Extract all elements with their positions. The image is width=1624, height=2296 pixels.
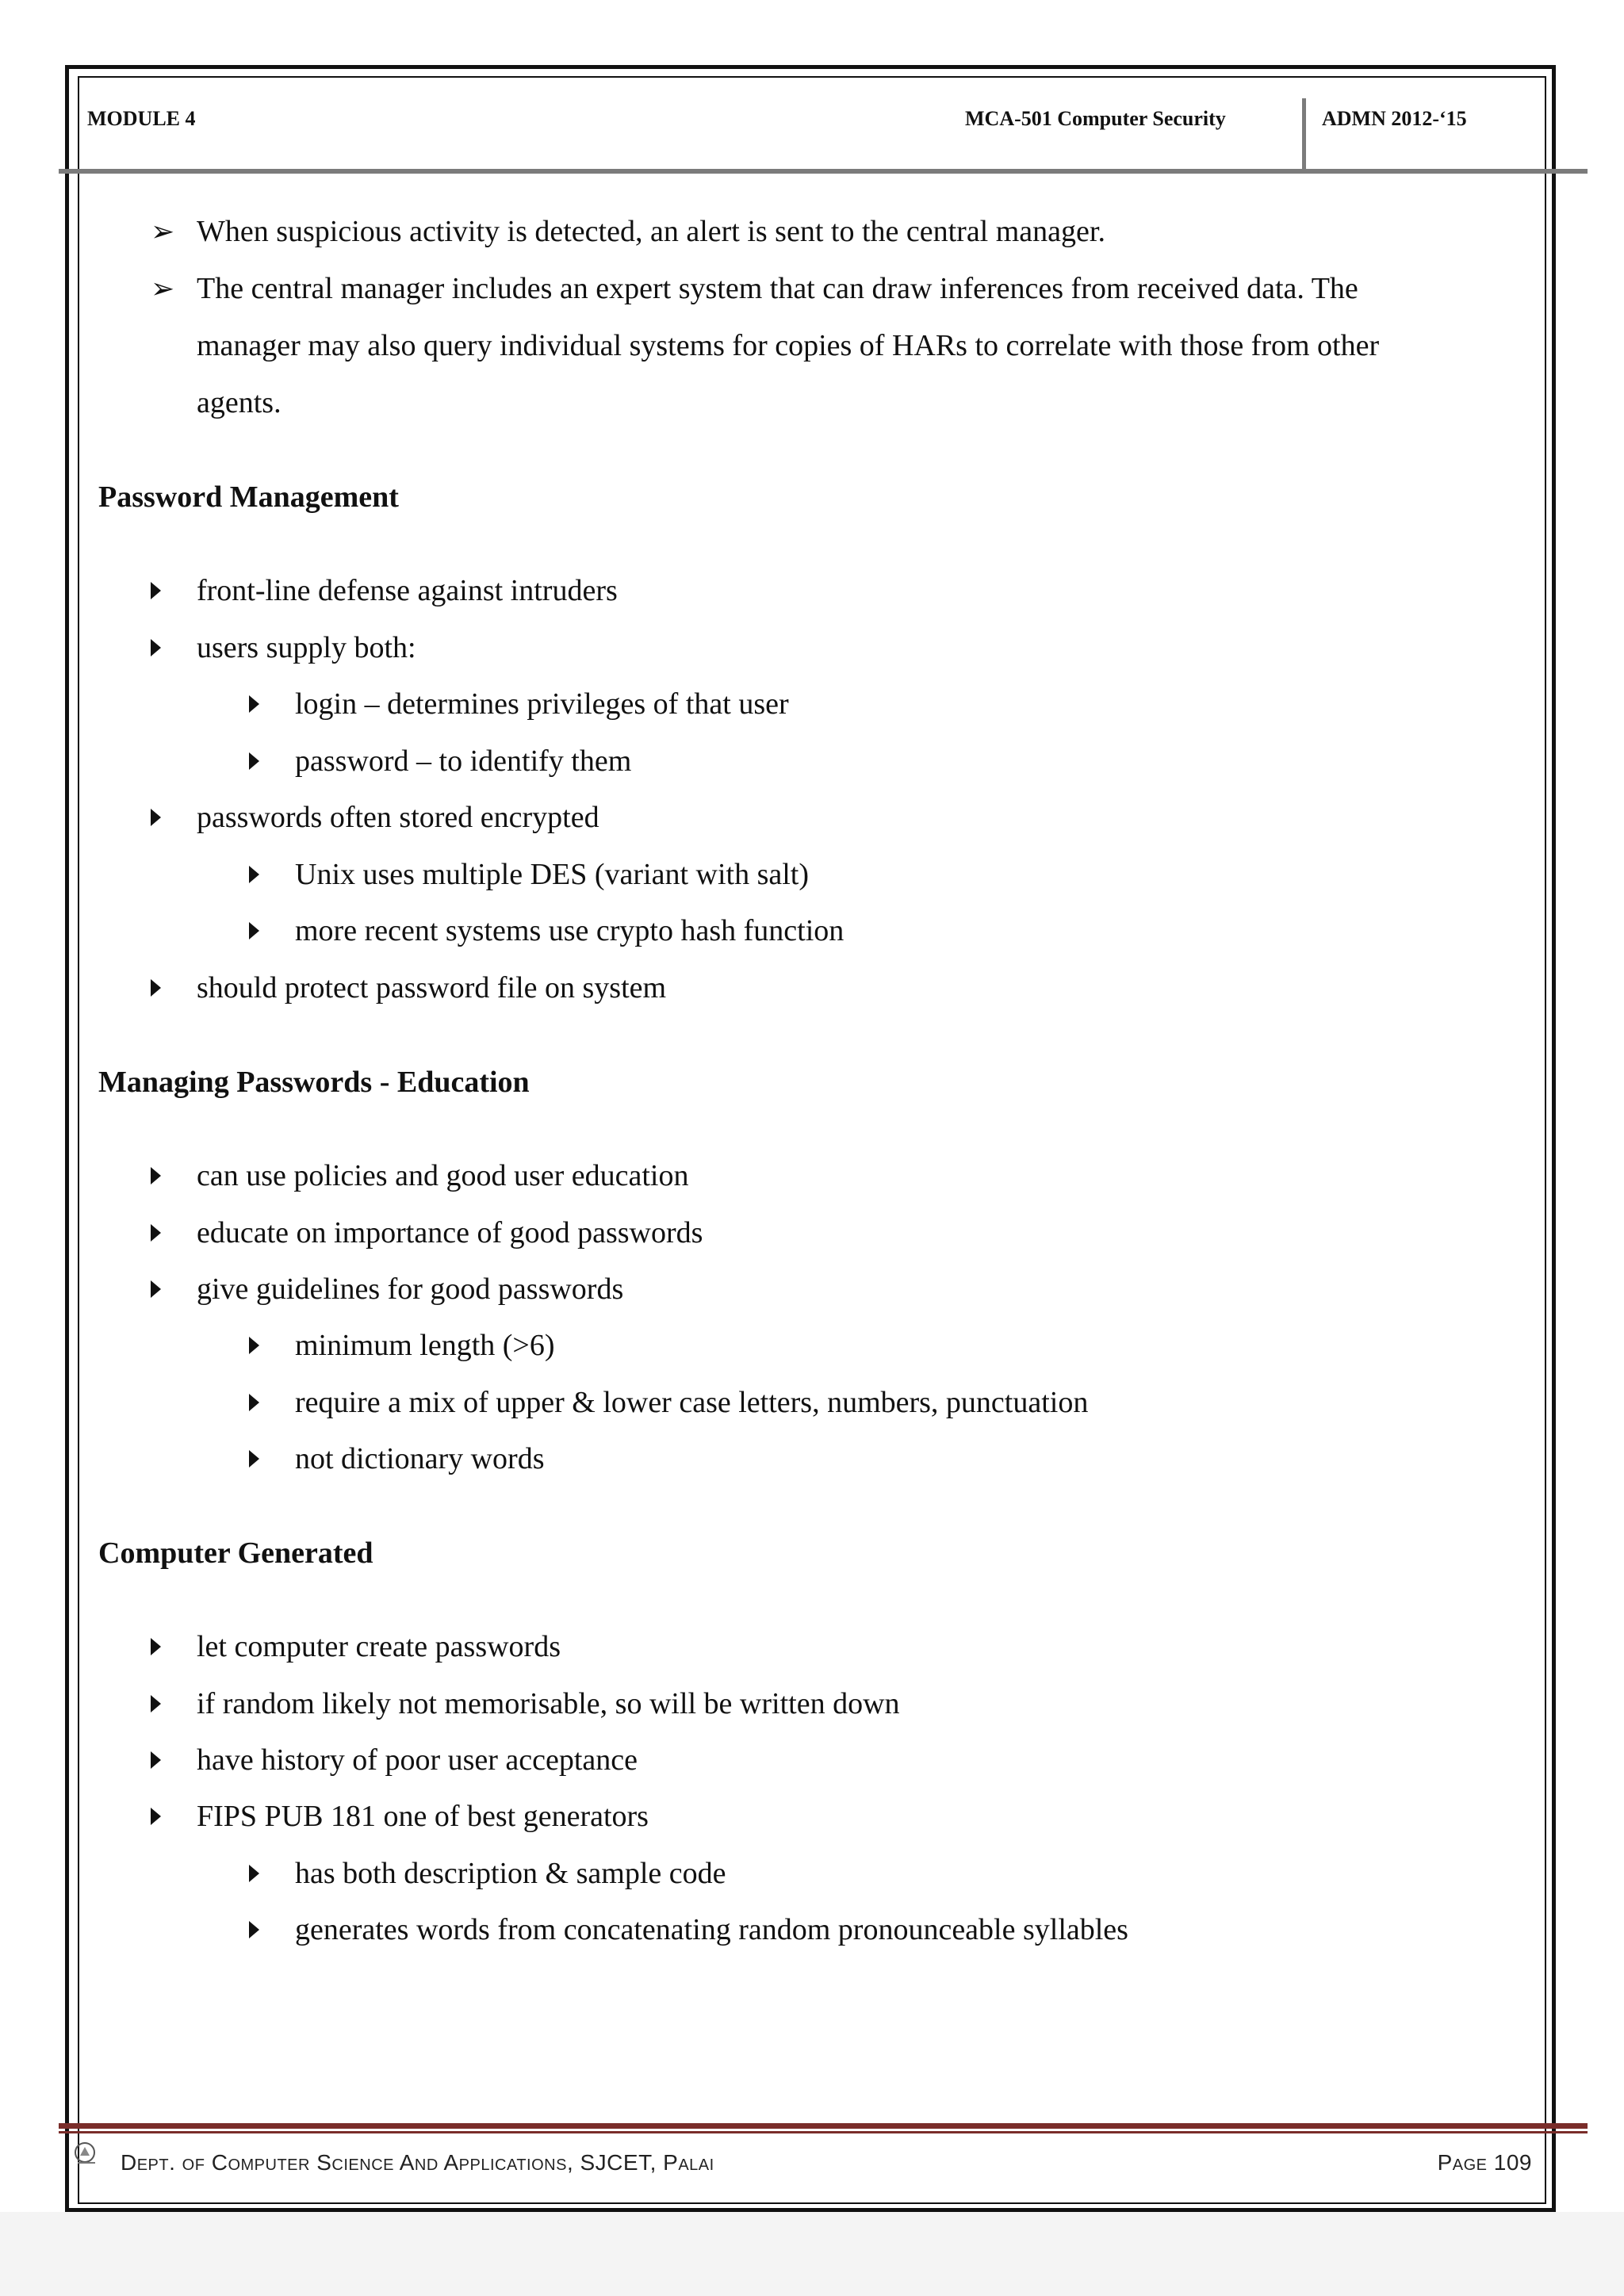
list-item: have history of poor user acceptance xyxy=(197,1743,638,1777)
triangle-bullet-icon xyxy=(151,639,161,656)
triangle-bullet-icon xyxy=(151,1751,161,1769)
page-bottom-margin xyxy=(0,2212,1624,2296)
section-heading-password-management: Password Management xyxy=(98,480,399,514)
triangle-bullet-icon xyxy=(151,1808,161,1825)
list-item: FIPS PUB 181 one of best generators xyxy=(197,1800,649,1833)
sub-list-item: generates words from concatenating random pronounceable syllables xyxy=(295,1913,1128,1946)
triangle-bullet-icon xyxy=(151,1224,161,1242)
triangle-bullet-icon xyxy=(249,1450,259,1468)
header-module: MODULE 4 xyxy=(87,107,196,130)
intro-bullet: The central manager includes an expert system that can draw inferences from received data. The xyxy=(197,272,1358,305)
triangle-bullet-icon xyxy=(249,1865,259,1882)
footer-page-number: Page 109 xyxy=(1437,2150,1532,2175)
arrow-bullet-icon: ➢ xyxy=(151,216,175,247)
sub-list-item: minimum length (>6) xyxy=(295,1329,555,1362)
triangle-bullet-icon xyxy=(249,1337,259,1354)
header-divider xyxy=(1302,98,1306,171)
sub-list-item: login – determines privileges of that user xyxy=(295,687,789,721)
triangle-bullet-icon xyxy=(151,809,161,826)
triangle-bullet-icon xyxy=(249,1394,259,1411)
college-logo-icon xyxy=(73,2141,100,2168)
header-course: MCA-501 Computer Security xyxy=(965,107,1226,130)
triangle-bullet-icon xyxy=(151,1695,161,1712)
sub-list-item: require a mix of upper & lower case letters, numbers, punctuation xyxy=(295,1386,1089,1419)
intro-bullet-continuation: agents. xyxy=(197,386,282,419)
list-item: can use policies and good user education xyxy=(197,1159,689,1192)
list-item: if random likely not memorisable, so will be written down xyxy=(197,1687,900,1720)
triangle-bullet-icon xyxy=(151,1638,161,1655)
sub-list-item: has both description & sample code xyxy=(295,1857,726,1890)
sub-list-item: password – to identify them xyxy=(295,744,632,778)
list-item: educate on importance of good passwords xyxy=(197,1216,703,1249)
footer-rule xyxy=(59,2123,1588,2129)
header-rule xyxy=(59,169,1588,174)
section-heading-computer-generated: Computer Generated xyxy=(98,1536,373,1570)
footer-department: Dept. of Computer Science And Applications, SJCET, Palai xyxy=(121,2150,714,2175)
triangle-bullet-icon xyxy=(249,1921,259,1938)
arrow-bullet-icon: ➢ xyxy=(151,273,175,304)
sub-list-item: Unix uses multiple DES (variant with salt) xyxy=(295,858,810,891)
header-admn: ADMN 2012-‘15 xyxy=(1322,107,1467,130)
triangle-bullet-icon xyxy=(249,695,259,713)
list-item: users supply both: xyxy=(197,631,416,664)
intro-bullet-continuation: manager may also query individual systems for copies of HARs to correlate with those from other xyxy=(197,329,1380,362)
triangle-bullet-icon xyxy=(151,1280,161,1298)
list-item: give guidelines for good passwords xyxy=(197,1272,624,1306)
footer-rule-thin xyxy=(59,2131,1588,2133)
sub-list-item: not dictionary words xyxy=(295,1442,545,1475)
sub-list-item: more recent systems use crypto hash function xyxy=(295,914,845,947)
list-item: front-line defense against intruders xyxy=(197,574,618,607)
triangle-bullet-icon xyxy=(151,979,161,997)
intro-bullet: When suspicious activity is detected, an alert is sent to the central manager. xyxy=(197,215,1105,248)
triangle-bullet-icon xyxy=(249,866,259,883)
list-item: let computer create passwords xyxy=(197,1630,561,1663)
list-item: should protect password file on system xyxy=(197,971,667,1004)
triangle-bullet-icon xyxy=(249,922,259,939)
section-heading-managing-passwords: Managing Passwords - Education xyxy=(98,1066,530,1099)
triangle-bullet-icon xyxy=(249,752,259,770)
triangle-bullet-icon xyxy=(151,1167,161,1184)
list-item: passwords often stored encrypted xyxy=(197,801,599,834)
triangle-bullet-icon xyxy=(151,582,161,599)
